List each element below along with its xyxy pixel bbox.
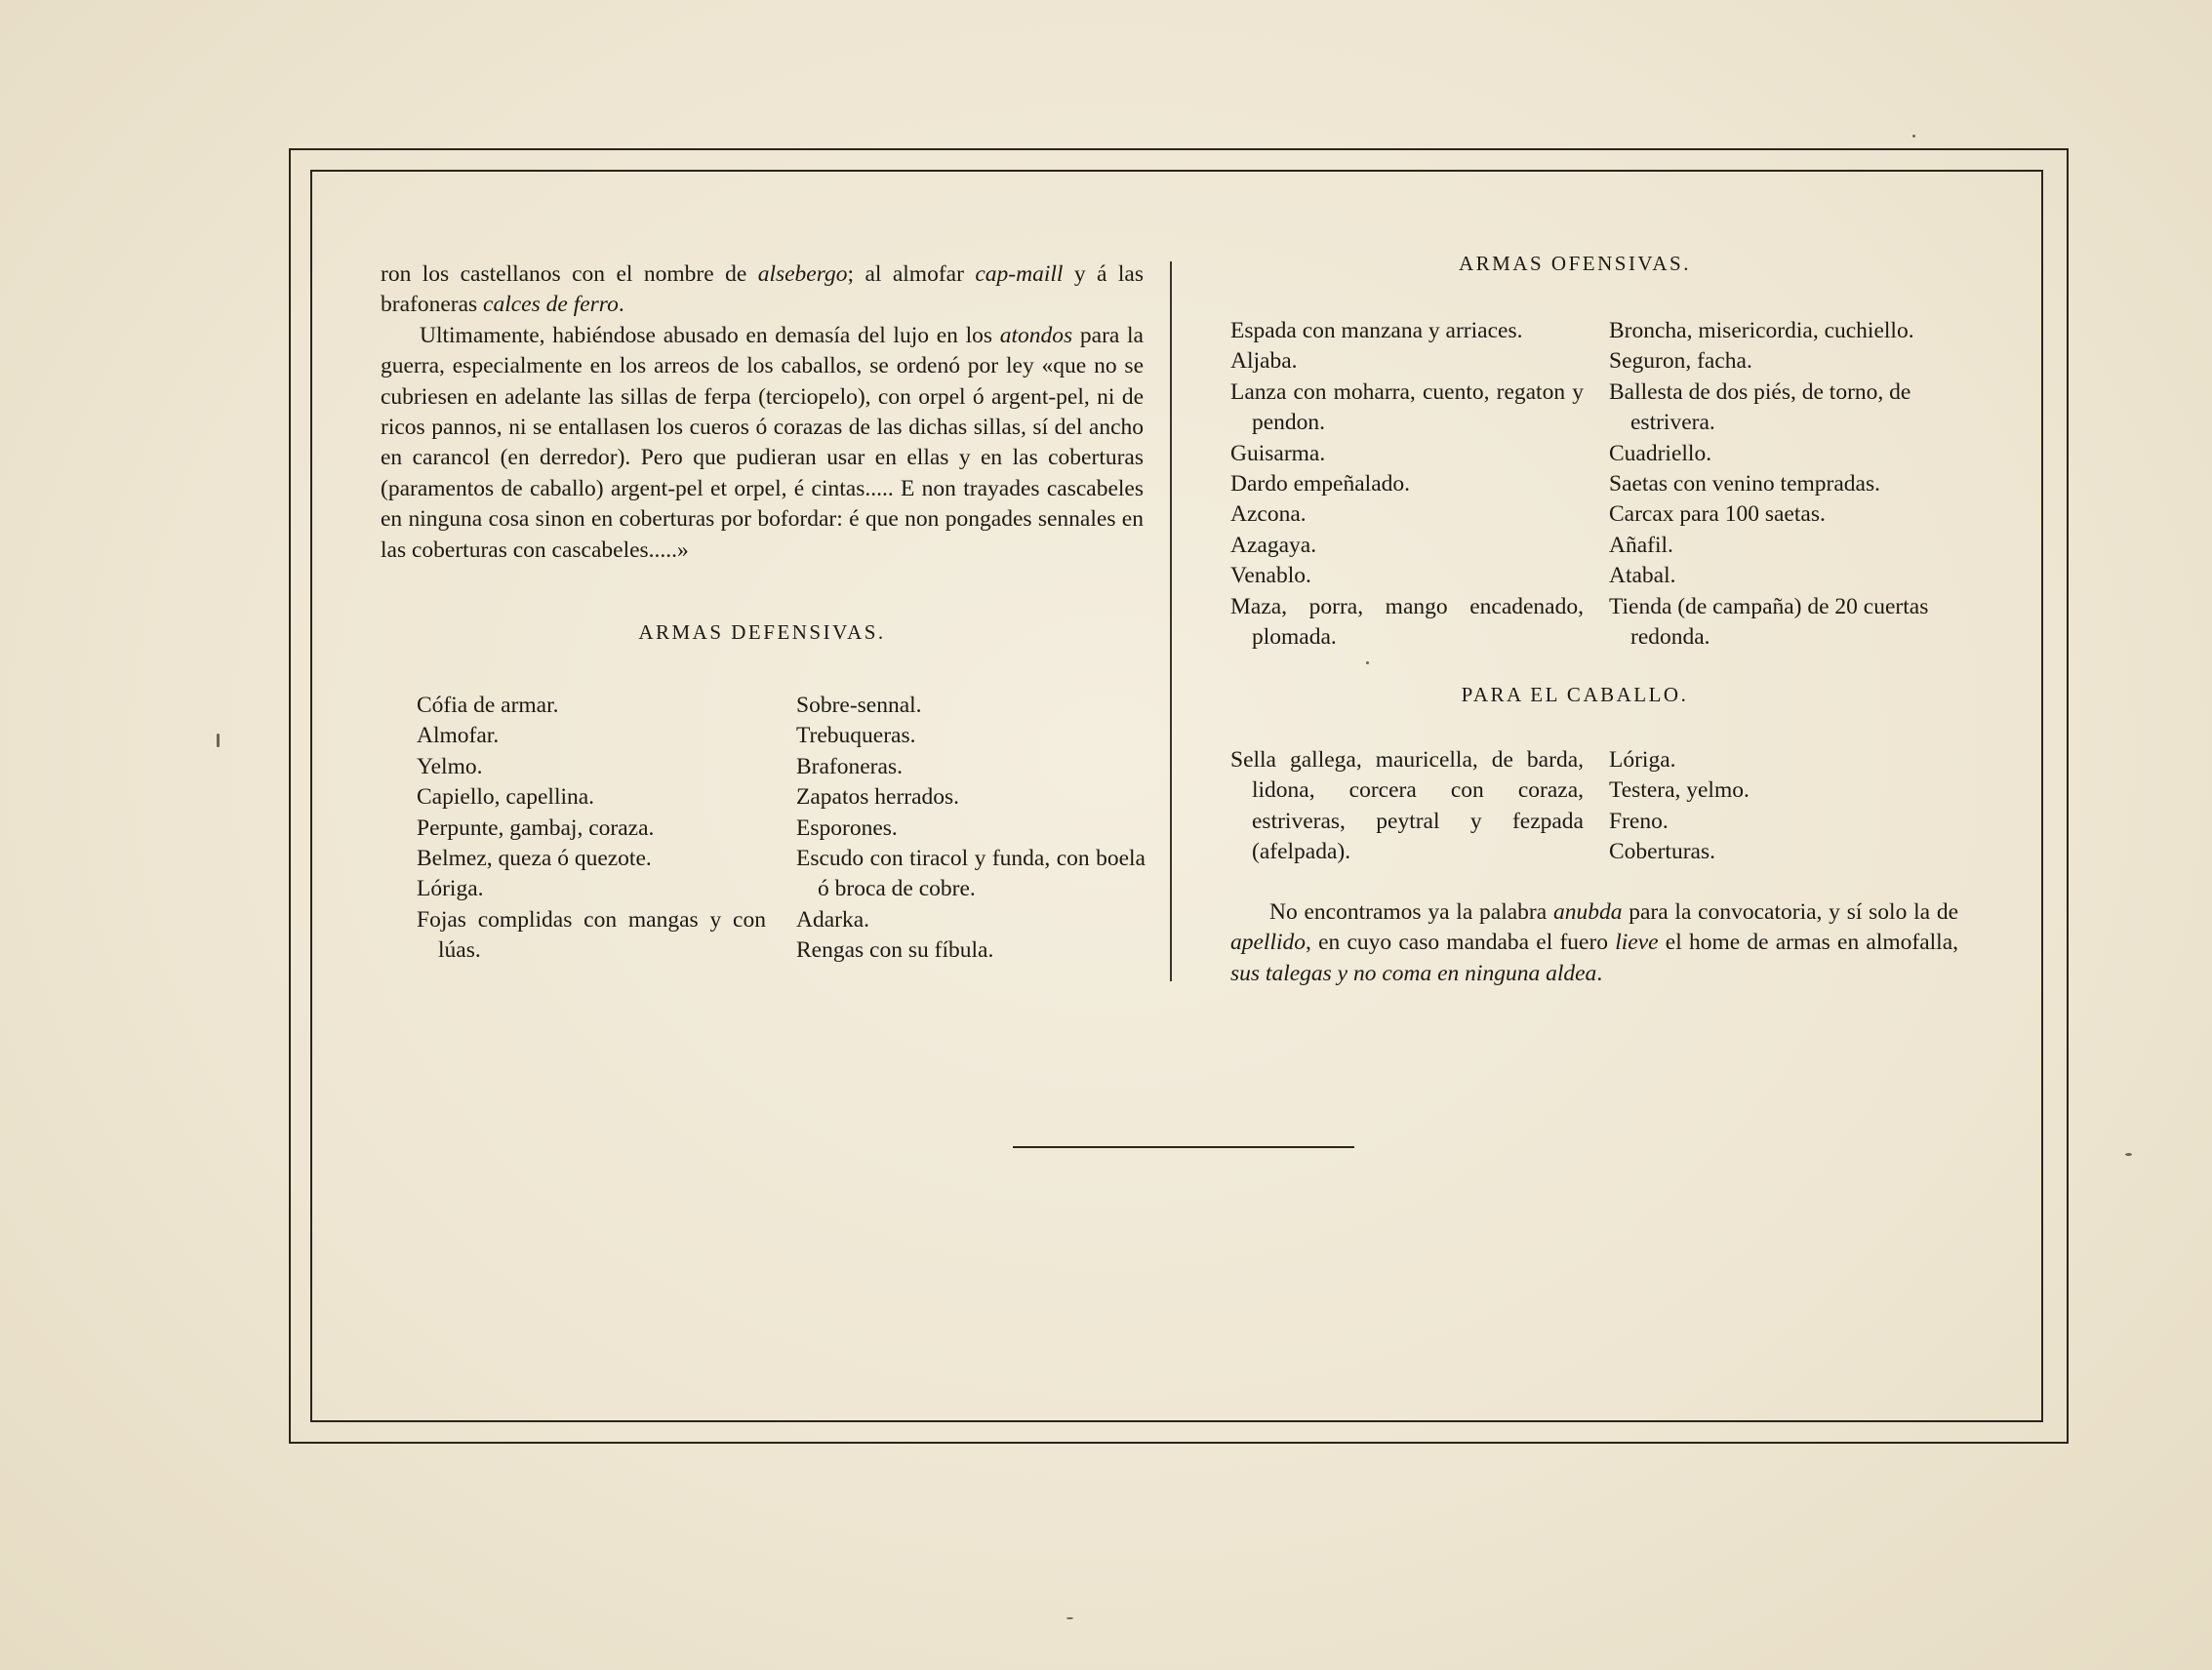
heading-armas-ofensivas: ARMAS OFENSIVAS. [1458,252,1691,275]
list-item: Dardo empeñalado. [1230,471,1411,497]
text-run: para la convocatoria, y sí solo la de [1622,899,1959,925]
text-run: . [618,292,624,318]
list-item: Lóriga. [1609,747,1676,773]
list-item: Trebuqueras. [796,723,916,749]
text-run: No encontramos ya la palabra [1269,899,1553,925]
list-para-el-caballo-a [1230,745,1584,868]
list-item: Adarka. [796,906,870,933]
list-item: Añafil. [1609,532,1673,558]
italic-term: alsebergo [757,261,848,287]
list-item: Venablo. [1230,563,1311,589]
list-item: Saetas con venino tempradas. [1609,471,1880,497]
list-item: Testera, yelmo. [1609,777,1749,804]
paper-speck [1066,1617,1073,1619]
list-item: Maza, porra, mango encadenado, plomada. [1230,593,1584,651]
closing-rule [1013,1146,1354,1148]
paper-speck [2125,1153,2132,1156]
list-item: Escudo con tiracol y funda, con boela ó broca de cobre. [796,846,1146,902]
list-item: Perpunte, gambaj, coraza. [417,815,655,841]
list-item: Capiello, capellina. [417,784,595,811]
paragraph-anubda [1230,897,1958,989]
list-item: Sobre-sennal. [796,693,922,718]
list-item: Rengas con su fíbula. [796,937,994,964]
list-item: Yelmo. [417,753,483,779]
italic-term: calces de ferro [483,292,619,318]
paper-speck [1366,661,1369,664]
list-item: Almofar. [417,723,500,749]
list-item: Esporones. [796,815,898,841]
paper-speck [217,734,220,747]
list-item: Cuadriello. [1609,440,1712,466]
list-item: Seguron, facha. [1609,348,1752,375]
list-item: Guisarma. [1230,440,1326,466]
italic-term: lieve [1615,930,1659,956]
text-run: . [1596,960,1603,986]
italic-term: anubda [1552,899,1623,925]
italic-term: apellido [1230,930,1307,956]
list-item: Lanza con moharra, cuento, regaton y pendon. [1230,378,1584,436]
list-item: Carcax para 100 saetas. [1609,501,1826,528]
list-item: Brafoneras. [796,753,903,779]
list-item: Zapatos herrados. [796,784,960,811]
italic-term: cap-maill [975,261,1064,287]
italic-term: sus talegas y no coma en ninguna aldea [1230,960,1597,986]
list-item: Aljaba. [1230,348,1298,375]
list-armas-ofensivas-b [1609,316,1962,653]
paragraph-ultimamente [381,321,1144,566]
paper-speck [1912,135,1915,138]
column-divider [1170,261,1172,981]
list-item: Coberturas. [1609,839,1715,865]
list-item: Broncha, misericordia, cuchiello. [1609,318,1914,343]
text-run: y á las brafoneras [381,261,1144,318]
closing-paragraph-block [1230,897,1958,989]
list-armas-defensivas-b [796,691,1146,967]
list-item: Fojas complidas con mangas y con lúas. [417,906,766,964]
list-para-el-caballo-b [1609,745,1962,868]
text-run: ; al almofar [847,261,976,287]
list-item: Sella gallega, mauricella, de barda, lidona, corcera con coraza, estriveras, peytral y fezpada (afelpada). [1230,747,1584,865]
list-item: Belmez, queza ó quezote. [417,846,652,872]
text-run: Ultimamente, habiéndose abusado en demasía del lujo en los [420,322,1000,348]
paragraph-continuation [381,259,1144,321]
heading-para-el-caballo: PARA EL CABALLO. [1461,683,1689,706]
list-item: Ballesta de dos piés, de torno, de estrivera. [1609,378,1911,436]
list-armas-defensivas-a [417,691,766,967]
heading-armas-defensivas: ARMAS DEFENSIVAS. [638,620,886,644]
list-item: Azagaya. [1230,532,1317,558]
text-run: , en cuyo caso mandaba el fuero [1306,930,1616,956]
list-armas-ofensivas-a [1230,316,1584,653]
list-item: Azcona. [1230,501,1307,528]
text-run: ron los castellanos con el nombre de [381,261,758,287]
list-item: Atabal. [1609,563,1676,589]
list-item: Tienda (de campaña) de 20 cuertas redonda. [1609,593,1929,651]
text-run: para la guerra, especialmente en los arreos de los caballos, se ordenó por ley «que no se cubriesen en adelante las sillas de ferpa (terciopelo), con orpel ó argent-pel, ni de ricos pannos, ni se entallasen los cueros ó corazas de las dichas sillas, sí del ancho en carancol (en derredor). Pero que pudieran usar en ellas y en las coberturas (paramentos de caballo) argent-pel et orpel, é cintas..... E non trayades cascabeles en ninguna cosa sinon en coberturas por bofordar: é que non pongades sennales en las coberturas con cascabeles.....» [381,322,1144,563]
text-run: el home de armas en almofalla, [1658,930,1958,956]
italic-term: atondos [999,322,1073,348]
list-item: Lóriga. [417,876,484,902]
list-item: Freno. [1609,808,1669,834]
list-item: Espada con manzana y arriaces. [1230,318,1523,343]
list-item: Cófia de armar. [417,693,559,718]
left-column [381,259,1144,566]
